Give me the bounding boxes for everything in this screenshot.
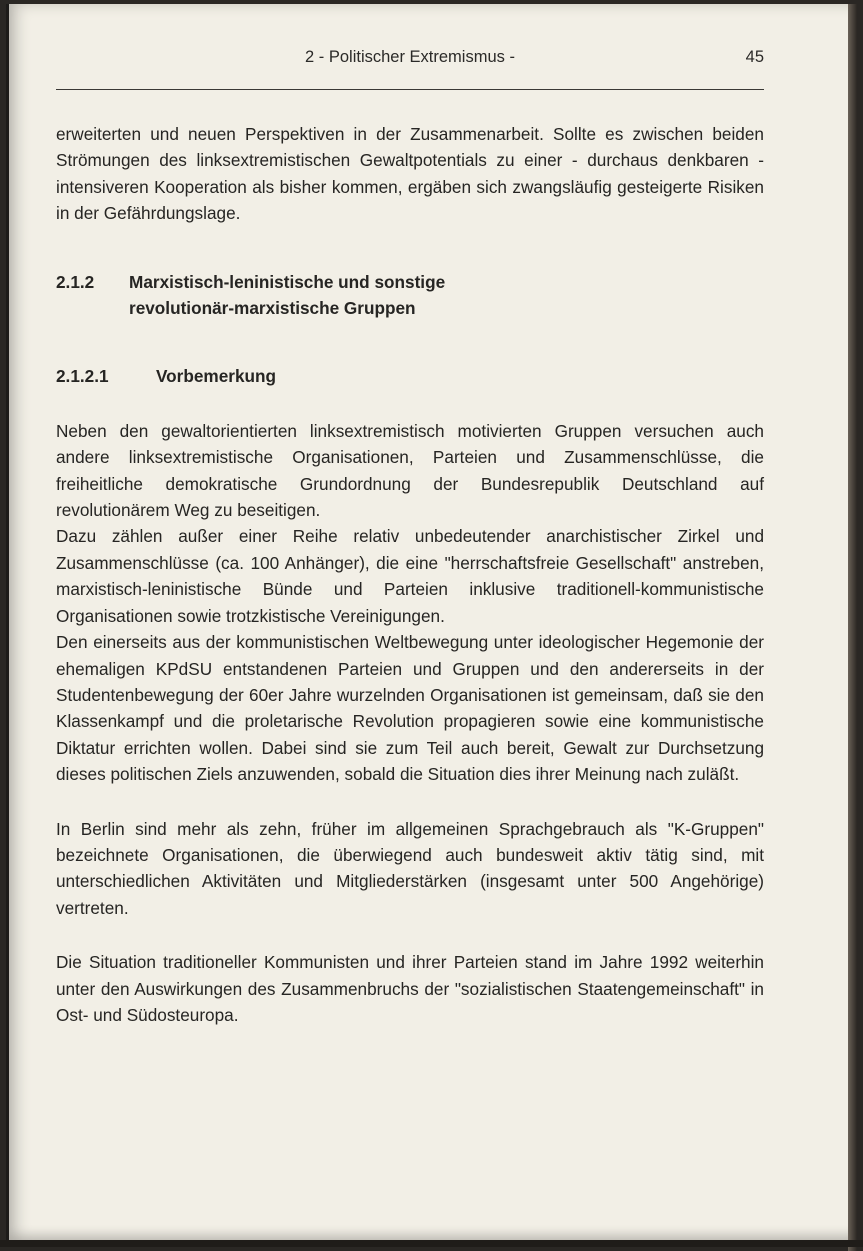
section-number: 2.1.2 (56, 271, 95, 292)
paragraph-2: Dazu zählen außer einer Reihe relativ unbedeutender anarchistischer Zirkel und Zusammenschlüsse (ca. 100 Anhänger), die eine "herrschaftsfreie Gesellschaft" anstreben, marxistisch-leninistische Bünde und Parteien inklusive traditionell-kommunistische Organisationen sowie trotzkistische Vereinigungen. (56, 526, 764, 626)
chapter-title: 2 - Politischer Extremismus - (305, 48, 515, 66)
intro-paragraph: erweiterten und neuen Perspektiven in der Zusammenarbeit. Sollte es zwischen beiden Strömungen des linksextremistischen Gewaltpotentials zu einer - durchaus denkbaren - intensiveren Kooperation als bisher kommen, ergäben sich zwangsläufig gesteigerte Risiken in der Gefährdungslage. (56, 124, 764, 224)
subsection-number: 2.1.2.1 (56, 366, 109, 387)
subsection-title: Vorbemerkung (156, 366, 277, 387)
section-title (129, 269, 445, 322)
page-right-edge (848, 4, 857, 1251)
section-heading-2-1-2-1 (56, 363, 764, 389)
section-title-line-1: Marxistisch-leninistische und sonstige (129, 271, 446, 292)
section-heading-2-1-2 (56, 269, 764, 322)
paragraph-4: In Berlin sind mehr als zehn, früher im allgemeinen Sprachgebrauch als "K-Gruppen" bezeichnete Organisationen, die überwiegend auch bundesweit aktiv tätig sind, mit unterschiedlichen Aktivitäten und Mitgliederstärken (insgesamt unter 500 Angehörige) vertreten. (56, 818, 764, 918)
paragraph-3: Den einerseits aus der kommunistischen Weltbewegung unter ideologischer Hegemonie der ehemaligen KPdSU entstandenen Parteien und Gruppen und den andererseits in der Studentenbewegung der 60er Jahre wurzelnden Organisationen ist gemeinsam, daß sie den Klassenkampf und die proletarische Revolution propagieren sowie eine kommunistische Diktatur errichten wollen. Dabei sind sie zum Teil auch bereit, Gewalt zur Durchsetzung dieses politischen Ziels anzuwenden, sobald die Situation dies ihrer Meinung nach zuläßt. (56, 632, 764, 785)
paragraph-5: Die Situation traditioneller Kommunisten und ihrer Parteien stand im Jahre 1992 weiterhin unter den Auswirkungen des Zusammenbruchs der "sozialistischen Staatengemeinschaft" in Ost- und Südosteuropa. (56, 952, 764, 1025)
page-bottom-edge (0, 1240, 863, 1247)
page-body (56, 121, 764, 1028)
running-header (56, 48, 764, 74)
header-rule (56, 89, 764, 90)
paragraph-1: Neben den gewaltorientierten linksextremistisch motivierten Gruppen versuchen auch andere linksextremistische Organisationen, Parteien und Zusammenschlüsse, die freiheitliche demokratische Grundordnung der Bundesrepublik Deutschland auf revolutionärem Weg zu beseitigen. (56, 420, 764, 521)
section-title-line-2: revolutionär-marxistische Gruppen (129, 298, 416, 319)
page-number: 45 (745, 48, 764, 66)
